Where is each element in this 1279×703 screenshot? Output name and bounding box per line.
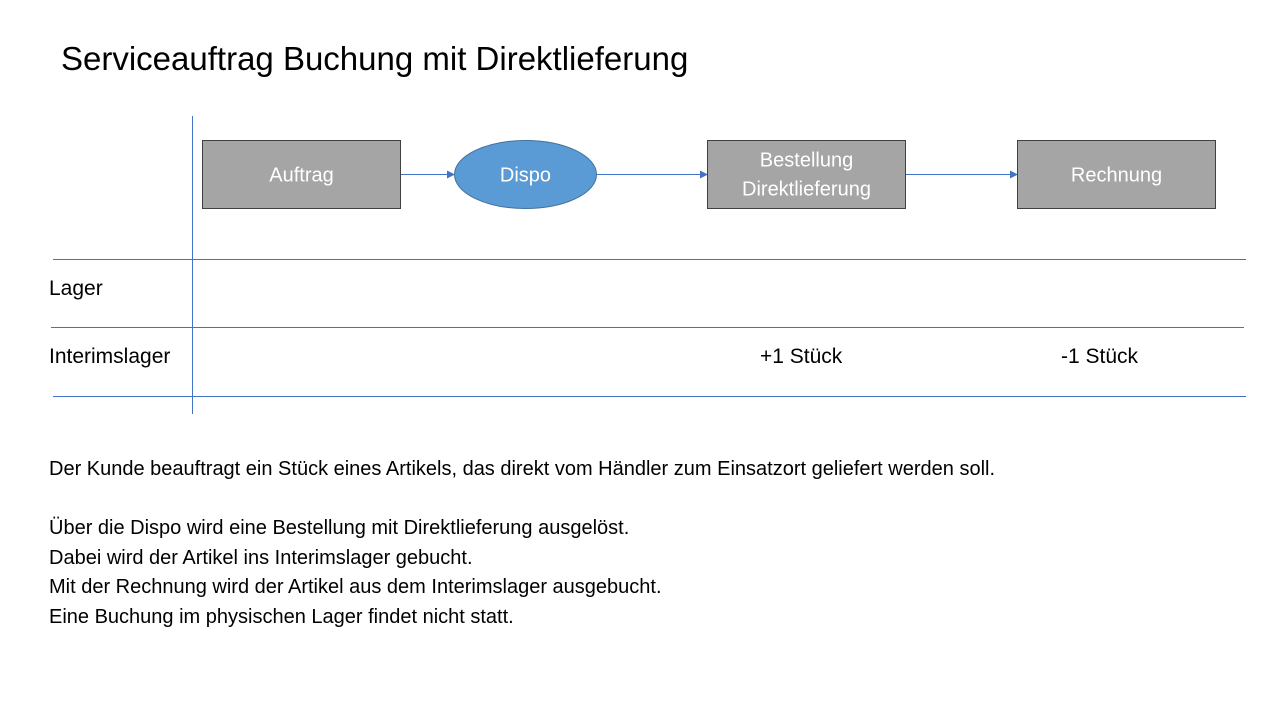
- node-bestellung-label-line2: Direktlieferung: [742, 178, 871, 201]
- description-line-rechnung: Mit der Rechnung wird der Artikel aus dem Interimslager ausgebucht.: [49, 576, 662, 599]
- description-spacer: [49, 485, 995, 515]
- interimslager-bestellung-qty: +1 Stück: [760, 345, 843, 368]
- description-line-interimslager: Dabei wird der Artikel ins Interimslager gebucht.: [49, 546, 473, 569]
- interimslager-rechnung-qty: -1 Stück: [1061, 345, 1139, 368]
- row-label-interimslager: Interimslager: [49, 345, 171, 368]
- node-dispo: [455, 141, 597, 209]
- node-bestellung: [708, 141, 906, 209]
- node-rechnung-label: Rechnung: [1070, 164, 1163, 187]
- row-label-lager: Lager: [49, 277, 103, 300]
- slide-title: Serviceauftrag Buchung mit Direktlieferung: [61, 40, 689, 77]
- description-block: [49, 455, 995, 633]
- node-auftrag: [203, 141, 401, 209]
- description-line-physisches-lager: Eine Buchung im physischen Lager findet nicht statt.: [49, 605, 514, 628]
- description-line-dispo: Über die Dispo wird eine Bestellung mit Direktlieferung ausgelöst.: [49, 517, 630, 540]
- description-intro: Der Kunde beauftragt ein Stück eines Artikels, das direkt vom Händler zum Einsatzort geliefert werden soll.: [49, 458, 996, 480]
- node-bestellung-label-line1: Bestellung: [759, 149, 854, 172]
- node-rechnung: [1018, 141, 1216, 209]
- node-auftrag-label: Auftrag: [269, 164, 334, 187]
- node-dispo-label: Dispo: [499, 164, 552, 187]
